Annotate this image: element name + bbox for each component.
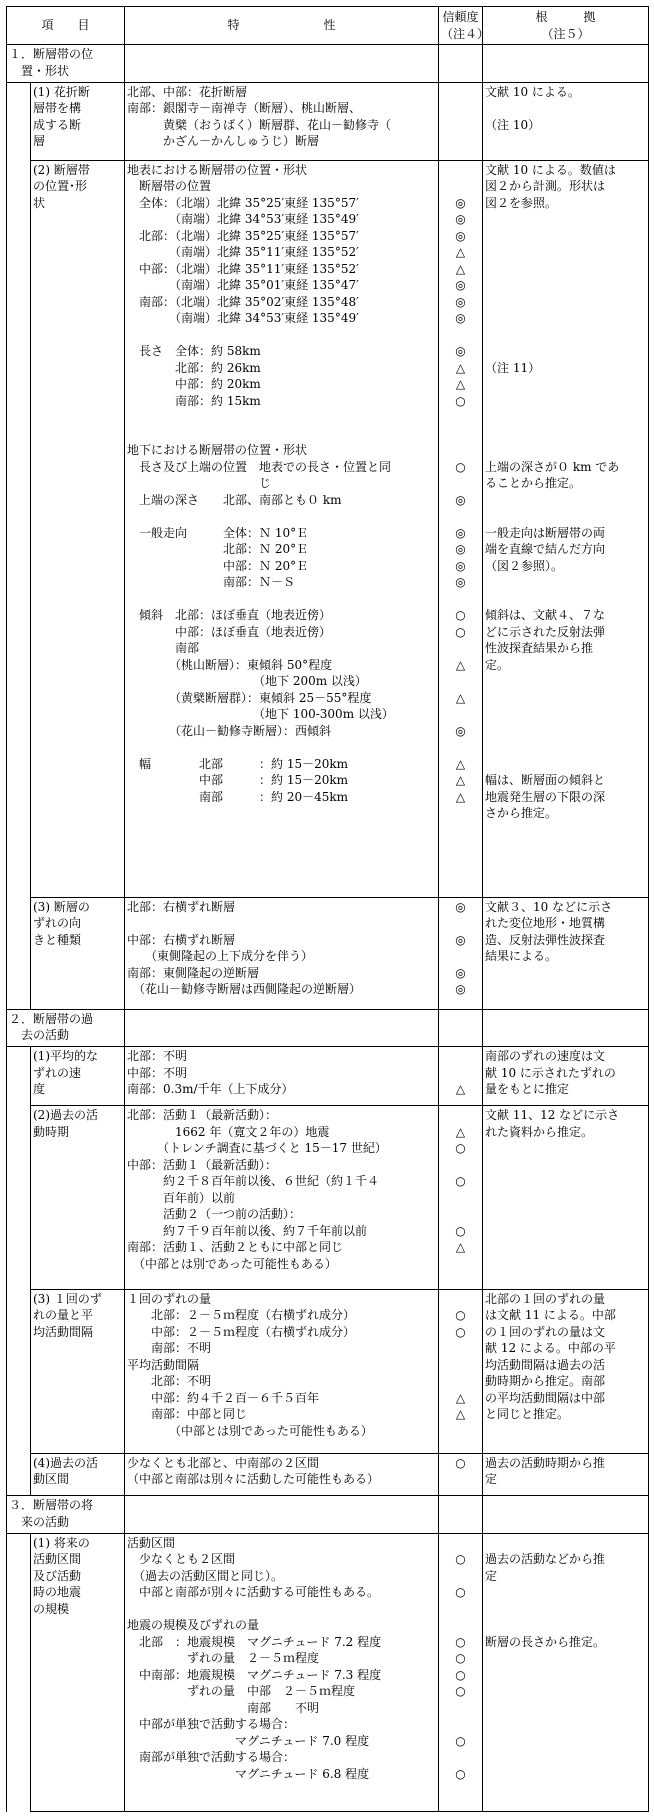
header-characteristic: 特 性 [125,7,439,45]
header-basis: 根 拠 （注５） [483,7,649,45]
characteristic-cell: 北部：活動１（最新活動）： 1662 年（寛文２年の）地震 （トレンチ調査に基づくと 15－17 世紀） 中部：活動１（最新活動）： 約２千８百年前以後、６世紀（約１千４ 百年前）以前 活動２（一つ前の活動）： 約７千９百年前以後、約７千年前以前 南部：活動１、活動２ともに中部と同じ （中部とは別であった可能性もある） [125,1106,439,1289]
reliability-cell: △ ○ ○ ○ △ [439,1106,483,1289]
indent-cell [7,82,31,160]
table-row [7,160,649,897]
characteristics-table [6,6,649,1812]
characteristic-cell: 北部：不明 中部：不明 南部：0.3m/千年（上下成分） [125,1047,439,1106]
characteristic-cell: 地表における断層帯の位置・形状 断層帯の位置 全体：（北端）北緯 35°25′東経 135°57′ （南端）北緯 34°53′東経 135°49′ 北部：（北端）北緯 35°25′東経 135°57′ （南端）北緯 35°11′東経 135°52′ 中部：（北端）北緯 35°11′東経 135°52′ （南端）北緯 35°01′東経 135°47′ 南部：（北端）北緯 35°02′東経 135°48′ （南端）北緯 34°53′東経 135°49′ 長さ 全体：約 58km 北部：約 26km 中部：約 20km 南部：約 15km 地下における断層帯の位置・形状 長さ及び上端の位置 地表での長さ・位置と同 じ 上端の深さ 北部、南部とも０ km 一般走向 全体：Ｎ 10°Ｅ 北部：Ｎ 20°Ｅ 中部：Ｎ 20°Ｅ 南部：Ｎ－Ｓ 傾斜 北部：ほぼ垂直（地表近傍） 中部：ほぼ垂直（地表近傍） 南部 （桃山断層）：東傾斜 50°程度 （地下 200m 以浅） （黄檗断層群）：東傾斜 25－55°程度 （地下 100-300m 以浅） （花山－勧修寺断層）：西傾斜 幅 北部 ：約 15－20km 中部 ：約 15－20km 南部 ：約 20－45km [125,160,439,897]
item-cell: (4)過去の活 動区間 [31,1453,125,1495]
characteristic-cell: １回のずれの量 北部：２－５ｍ程度（右横ずれ成分） 中部：２－５ｍ程度（右横ずれ成分） 南部：不明 平均活動間隔 北部：不明 中部：約４千２百－６千５百年 南部：中部と同じ （中部とは別であった可能性もある） [125,1289,439,1453]
indent-cell [7,1533,31,1811]
characteristic-cell: 少なくとも北部と、中南部の２区間 （中部と南部は別々に活動した可能性もある） [125,1453,439,1495]
section-spacer [125,1496,439,1534]
basis-cell: 文献３、10 などに示さ れた変位地形・地質構 造、反射法弾性波探査 結果による。 [483,897,649,1009]
indent-cell [7,1047,31,1106]
table-row [7,1453,649,1495]
characteristic-cell: 活動区間 少なくとも２区間 （過去の活動区間と同じ）。 中部と南部が別々に活動する可能性もある。 地震の規模及びずれの量 北部 ：地震規模 マグニチュード 7.2 程度 ずれの量 ２－５ｍ程度 中南部：地震規模 マグニチュード 7.3 程度 ずれの量 中部 ２－５ｍ程度 南部 不明 中部が単独で活動する場合： マグニチュード 7.0 程度 南部が単独で活動する場合： マグニチュード 6.8 程度 [125,1533,439,1811]
reliability-cell: ○ ○ ○ ○ ○ ○ ○ ○ [439,1533,483,1811]
indent-cell [7,160,31,897]
indent-cell [7,1453,31,1495]
section-spacer [439,1496,483,1534]
item-cell: (3) １回のず れの量と平 均活動間隔 [31,1289,125,1453]
reliability-cell: ◎ ◎ ◎ △ △ ◎ ◎ ◎ ◎ △ △ ○ ○ ◎ ◎ ◎ ◎ ◎ ○ ○ △ △ ◎ △ △ △ [439,160,483,897]
section-row [7,45,649,83]
section-spacer [439,1009,483,1047]
table-row [7,1047,649,1106]
basis-cell: 文献 11、12 などに示さ れた資料から推定。 [483,1106,649,1289]
indent-cell [7,1289,31,1453]
section-row [7,1009,649,1047]
section-spacer [125,1009,439,1047]
section-spacer [483,45,649,83]
item-cell: (2)過去の活 動時期 [31,1106,125,1289]
indent-cell [7,1106,31,1289]
item-cell: (1) 花折断 層帯を構 成する断 層 [31,82,125,160]
item-cell: (3) 断層の ずれの向 きと種類 [31,897,125,1009]
reliability-cell: △ [439,1047,483,1106]
header-row [7,7,649,45]
indent-cell [7,897,31,1009]
reliability-cell [439,82,483,160]
characteristic-cell: 北部：右横ずれ断層 中部：右横ずれ断層 （東側隆起の上下成分を伴う） 南部：東側隆起の逆断層 （花山－勧修寺断層は西側隆起の逆断層） [125,897,439,1009]
section-spacer [483,1496,649,1534]
basis-cell: 北部の１回のずれの量 は文献 11 による。中部 の１回のずれの量は文 献 12 による。中部の平 均活動間隔は過去の活 動時期から推定。南部 の平均活動間隔は中部 と同じと推定。 [483,1289,649,1453]
reliability-cell: ○ ○ △ △ [439,1289,483,1453]
reliability-cell: ◎ ◎ ◎ ◎ [439,897,483,1009]
header-reliability: 信頼度 （注４） [439,7,483,45]
section-row [7,1496,649,1534]
header-item: 項 目 [7,7,125,45]
section-title: ２．断層帯の過 去の活動 [7,1009,125,1047]
table-row [7,1533,649,1811]
basis-cell: 文献 10 による。数値は 図２から計測。形状は 図２を参照。 （注 11） 上端の深さが０ km であ ることから推定。 一般走向は断層帯の両 端を直線で結んだ方向 （図２参照）。 傾斜は、文献４、７な どに示された反射法弾 性波探査結果から推 定。 幅は、断層面の傾斜と 地震発生層の下限の深 さから推定。 [483,160,649,897]
section-title: ３．断層帯の将 来の活動 [7,1496,125,1534]
table-row [7,897,649,1009]
item-cell: (2) 断層帯 の位置･形 状 [31,160,125,897]
section-spacer [125,45,439,83]
basis-cell: 過去の活動時期から推 定 [483,1453,649,1495]
section-title: １．断層帯の位 置・形状 [7,45,125,83]
basis-cell: 過去の活動などから推 定 断層の長さから推定。 [483,1533,649,1811]
basis-cell: 文献 10 による。 （注 10） [483,82,649,160]
section-spacer [483,1009,649,1047]
table-row [7,1106,649,1289]
table-row [7,82,649,160]
section-spacer [439,45,483,83]
basis-cell: 南部のずれの速度は文 献 10 に示されたずれの 量をもとに推定 [483,1047,649,1106]
characteristic-cell: 北部、中部：花折断層 南部：銀閣寺－南禅寺（断層）、桃山断層、 黄檗（おうばく）断層群、花山－勧修寺（ かざん－かんしゅうじ）断層 [125,82,439,160]
reliability-cell: ○ [439,1453,483,1495]
table-row [7,1289,649,1453]
item-cell: (1) 将来の 活動区間 及び活動 時の地震 の規模 [31,1533,125,1811]
item-cell: (1)平均的な ずれの速 度 [31,1047,125,1106]
